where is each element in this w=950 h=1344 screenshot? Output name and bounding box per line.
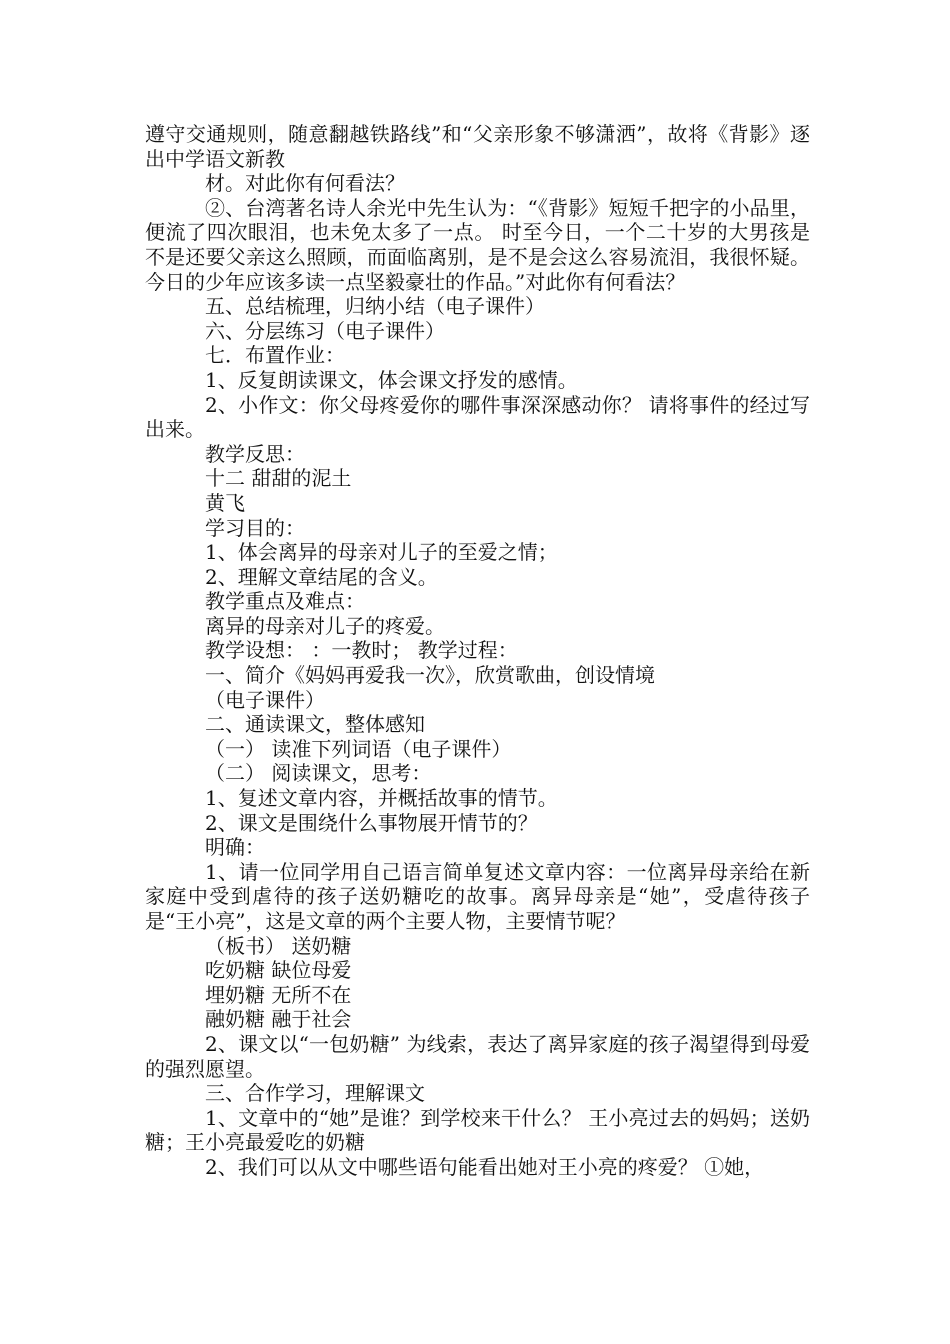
- paragraph-0: 遵守交通规则，随意翻越铁路线”和“父亲形象不够潇洒”，故将《背影》逐出中学语文新教: [145, 122, 810, 171]
- paragraph-9: 十二 甜甜的泥土: [205, 466, 352, 491]
- paragraph-18: （电子课件）: [205, 687, 325, 712]
- paragraph-27: 吃奶糖 缺位母爱: [205, 958, 352, 983]
- paragraph-28: 埋奶糖 无所不在: [205, 982, 352, 1007]
- paragraph-26: （板书） 送奶糖: [205, 933, 352, 958]
- paragraph-16: 教学设想： ：一教时； 教学过程：: [205, 638, 518, 663]
- paragraph-33: 2、我们可以从文中哪些语句能看出她对王小亮的疼爱？ ①她，: [205, 1154, 765, 1179]
- paragraph-22: 1、复述文章内容，并概括故事的情节。: [205, 786, 558, 811]
- paragraph-29: 融奶糖 融于社会: [205, 1007, 352, 1032]
- paragraph-13: 2、理解文章结尾的含义。: [205, 564, 438, 589]
- paragraph-31: 三、合作学习，理解课文: [205, 1081, 425, 1106]
- paragraph-25: 1、请一位同学用自己语言简单复述文章内容：一位离异母亲给在新家庭中受到虐待的孩子送奶糖吃的故事。离异母亲是“她”，受虐待孩子是“王小亮”，这是文章的两个主要人物，主要情节呢？: [145, 859, 810, 933]
- paragraph-20: （一） 读准下列词语（电子课件）: [205, 736, 512, 761]
- paragraph-8: 教学反思：: [205, 441, 305, 466]
- paragraph-5: 七．布置作业：: [205, 343, 345, 368]
- document-body: [145, 122, 810, 1180]
- paragraph-23: 2、课文是围绕什么事物展开情节的？: [205, 810, 538, 835]
- paragraph-6: 1、反复朗读课文，体会课文抒发的感情。: [205, 367, 578, 392]
- paragraph-24: 明确：: [205, 835, 265, 860]
- paragraph-2: ②、台湾著名诗人余光中先生认为：“《背影》短短千把字的小品里，便流了四次眼泪，也未免太多了一点。 时至今日，一个二十岁的大男孩是不是还要父亲这么照顾，而面临离别，是不是会这么容易流泪，我很怀疑。 今日的少年应该多读一点坚毅豪壮的作品。”对此你有何看法？: [145, 195, 810, 294]
- paragraph-21: （二） 阅读课文，思考：: [205, 761, 432, 786]
- paragraph-32: 1、文章中的“她”是谁？到学校来干什么？ 王小亮过去的妈妈；送奶糖；王小亮最爱吃的奶糖: [145, 1105, 810, 1155]
- paragraph-3: 五、总结梳理，归纳小结（电子课件）: [205, 294, 545, 319]
- paragraph-15: 离异的母亲对儿子的疼爱。: [205, 613, 445, 638]
- paragraph-11: 学习目的：: [205, 515, 305, 540]
- paragraph-4: 六、分层练习（电子课件）: [205, 318, 445, 343]
- paragraph-10: 黄飞: [205, 490, 245, 515]
- paragraph-7: 2、小作文：你父母疼爱你的哪件事深深感动你？ 请将事件的经过写出来。: [145, 392, 810, 442]
- paragraph-14: 教学重点及难点：: [205, 589, 365, 614]
- paragraph-17: 一、简介《妈妈再爱我一次》，欣赏歌曲，创设情境: [205, 663, 655, 688]
- paragraph-19: 二、通读课文，整体感知: [205, 712, 425, 737]
- paragraph-12: 1、体会离异的母亲对儿子的至爱之情；: [205, 540, 558, 565]
- paragraph-1: 材。对此你有何看法？: [205, 171, 405, 196]
- paragraph-30: 2、课文以“一包奶糖” 为线索，表达了离异家庭的孩子渴望得到母爱的强烈愿望。: [145, 1031, 810, 1081]
